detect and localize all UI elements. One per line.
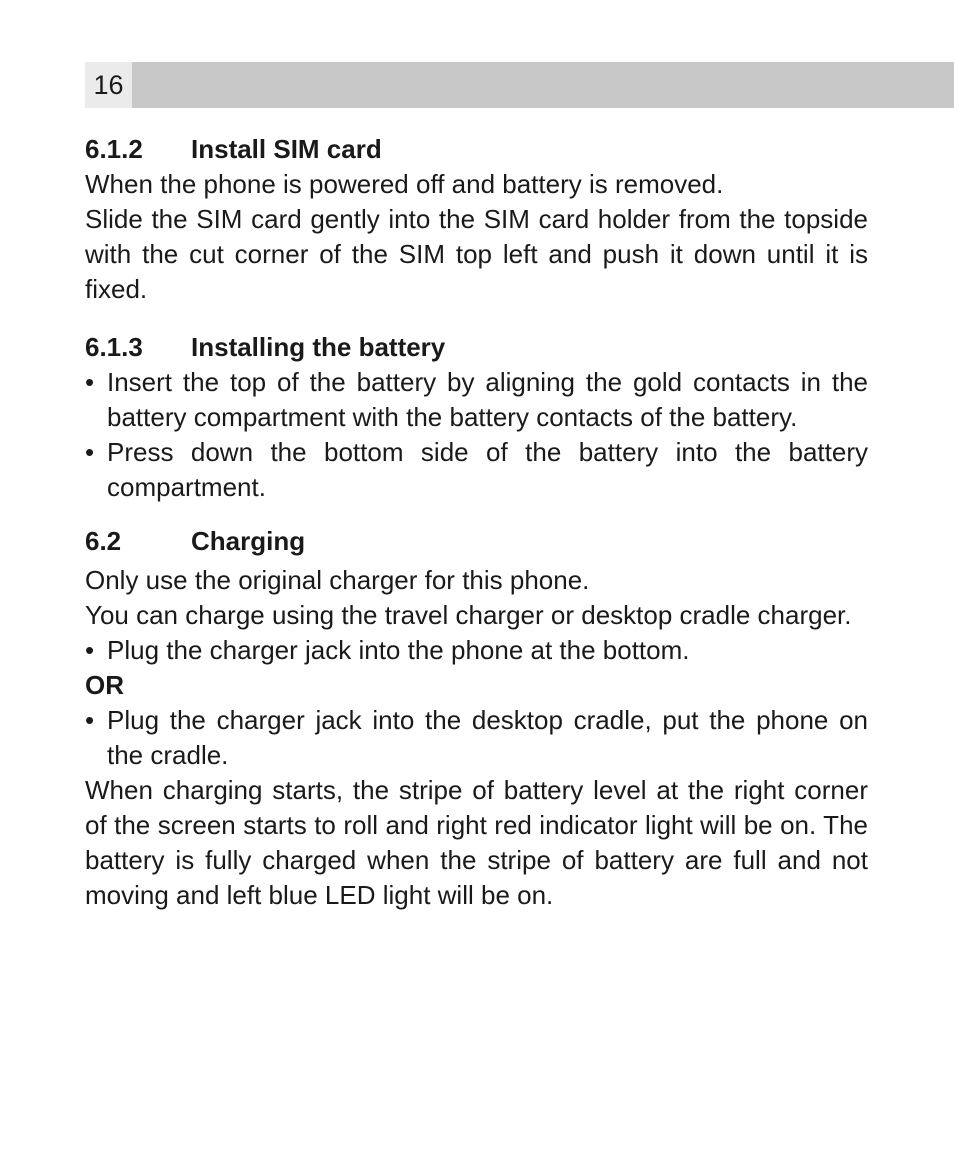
list-item — [85, 703, 868, 773]
section-title: Install SIM card — [191, 134, 382, 164]
section-heading — [85, 523, 868, 559]
list-item-text: Plug the charger jack into the desktop cradle, put the phone on the cradle. — [107, 705, 868, 770]
bullet-mark: • — [85, 705, 95, 735]
section-number: 6.1.3 — [85, 332, 143, 362]
list-item — [85, 435, 868, 505]
page-number: 16 — [85, 62, 132, 108]
list-item-text: Press down the bottom side of the battery into the battery compartment. — [107, 437, 868, 502]
list-item — [85, 365, 868, 435]
list-item-text: Plug the charger jack into the phone at the bottom. — [107, 635, 690, 665]
manual-content — [85, 131, 868, 913]
paragraph: When the phone is powered off and battery is removed. — [85, 169, 724, 199]
paragraph: You can charge using the travel charger or desktop cradle charger. — [85, 600, 852, 630]
bullet-mark: • — [85, 367, 95, 397]
list-item — [85, 633, 868, 668]
section-charging — [85, 523, 868, 913]
paragraph: Only use the original charger for this phone. — [85, 565, 590, 595]
paragraph: When charging starts, the stripe of battery level at the right corner of the screen starts to roll and right red indicator light will be on. The battery is fully charged when the stripe of battery are full and not moving and left blue LED light will be on. — [85, 775, 868, 910]
section-number: 6.2 — [85, 526, 122, 556]
page-header-bar — [85, 62, 954, 108]
section-heading — [85, 329, 868, 365]
section-number: 6.1.2 — [85, 134, 143, 164]
list-item-text: Insert the top of the battery by aligning the gold contacts in the battery compartment with the battery contacts of the battery. — [107, 367, 868, 432]
or-label: OR — [85, 670, 124, 700]
section-title: Installing the battery — [191, 332, 446, 362]
section-install-sim — [85, 131, 868, 307]
paragraph: Slide the SIM card gently into the SIM card holder from the topside with the cut corner of the SIM top left and push it down until it is fixed. — [85, 204, 868, 304]
section-install-battery — [85, 329, 868, 505]
bullet-mark: • — [85, 635, 95, 665]
section-heading — [85, 131, 868, 167]
bullet-mark: • — [85, 437, 95, 467]
section-title: Charging — [191, 526, 306, 556]
